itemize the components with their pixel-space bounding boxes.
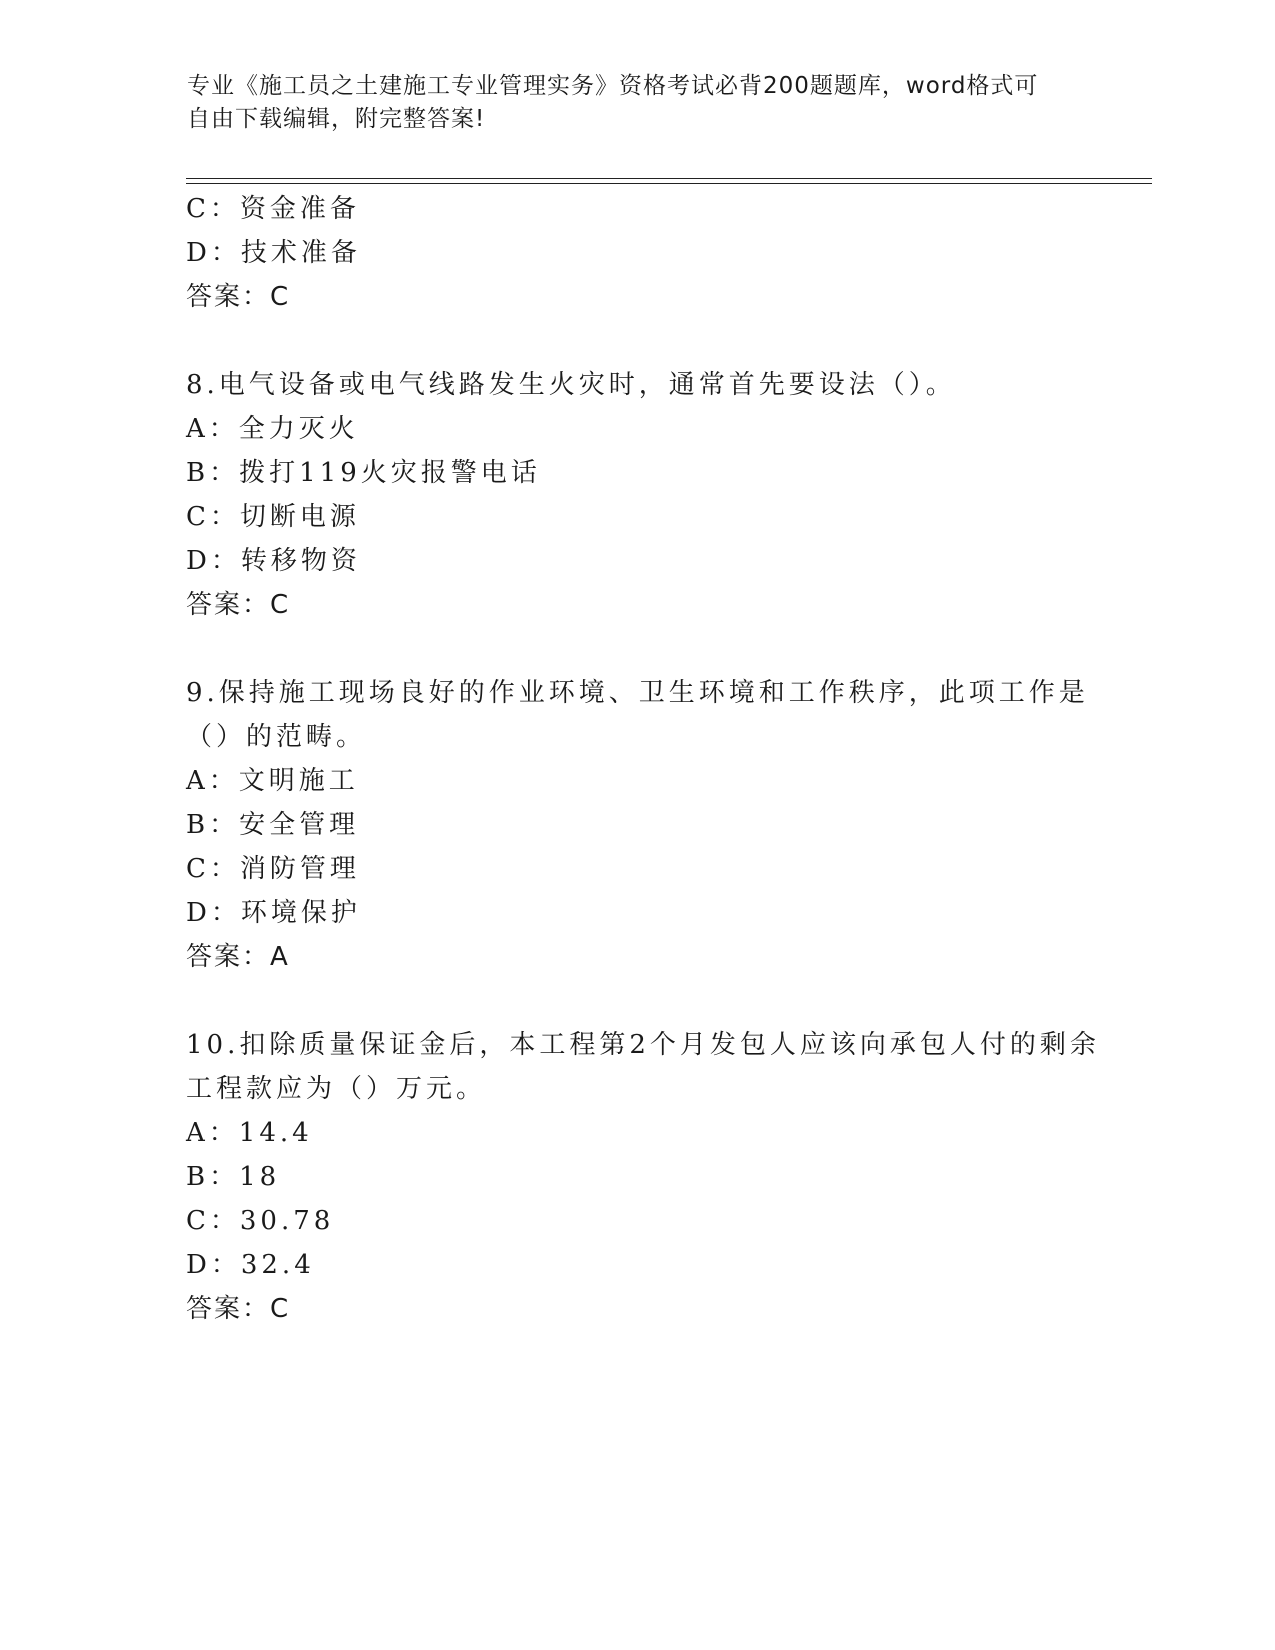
q9-answer: 答案：A [186, 942, 290, 972]
q10-stem-line-2: 工程款应为（）万元。 [186, 1074, 487, 1104]
q7-answer: 答案：C [186, 282, 291, 312]
q8-option-d: D：转移物资 [186, 546, 361, 576]
q10-answer: 答案：C [186, 1294, 291, 1324]
header-divider-top [186, 178, 1152, 179]
q10-option-c: C：30.78 [186, 1206, 335, 1236]
q10-option-b: B：18 [186, 1162, 281, 1192]
q10-option-d: D：32.4 [186, 1250, 315, 1280]
q9-option-d: D：环境保护 [186, 898, 361, 928]
q9-option-b: B：安全管理 [186, 810, 360, 840]
q7-option-c: C：资金准备 [186, 194, 360, 224]
q7-option-d: D：技术准备 [186, 238, 361, 268]
q8-option-b: B：拨打119火灾报警电话 [186, 458, 541, 488]
header-title-line-1: 专业《施工员之土建施工专业管理实务》资格考试必背200题题库，word格式可 [187, 73, 1039, 99]
q9-stem-line-1: 9.保持施工现场良好的作业环境、卫生环境和工作秩序，此项工作是 [186, 678, 1089, 708]
q10-option-a: A：14.4 [186, 1118, 313, 1148]
q9-stem-line-2: （）的范畴。 [186, 722, 367, 752]
q8-stem: 8.电气设备或电气线路发生火灾时，通常首先要设法（）。 [186, 370, 956, 400]
q8-option-a: A：全力灭火 [186, 414, 359, 444]
header-title-line-2: 自由下载编辑，附完整答案! [187, 106, 486, 132]
document-header [187, 70, 1067, 136]
header-divider-bottom [186, 183, 1152, 184]
q9-option-a: A：文明施工 [186, 766, 359, 796]
q10-stem-line-1: 10.扣除质量保证金后，本工程第2个月发包人应该向承包人付的剩余 [186, 1030, 1100, 1060]
q8-option-c: C：切断电源 [186, 502, 360, 532]
q8-answer: 答案：C [186, 590, 291, 620]
q9-option-c: C：消防管理 [186, 854, 360, 884]
